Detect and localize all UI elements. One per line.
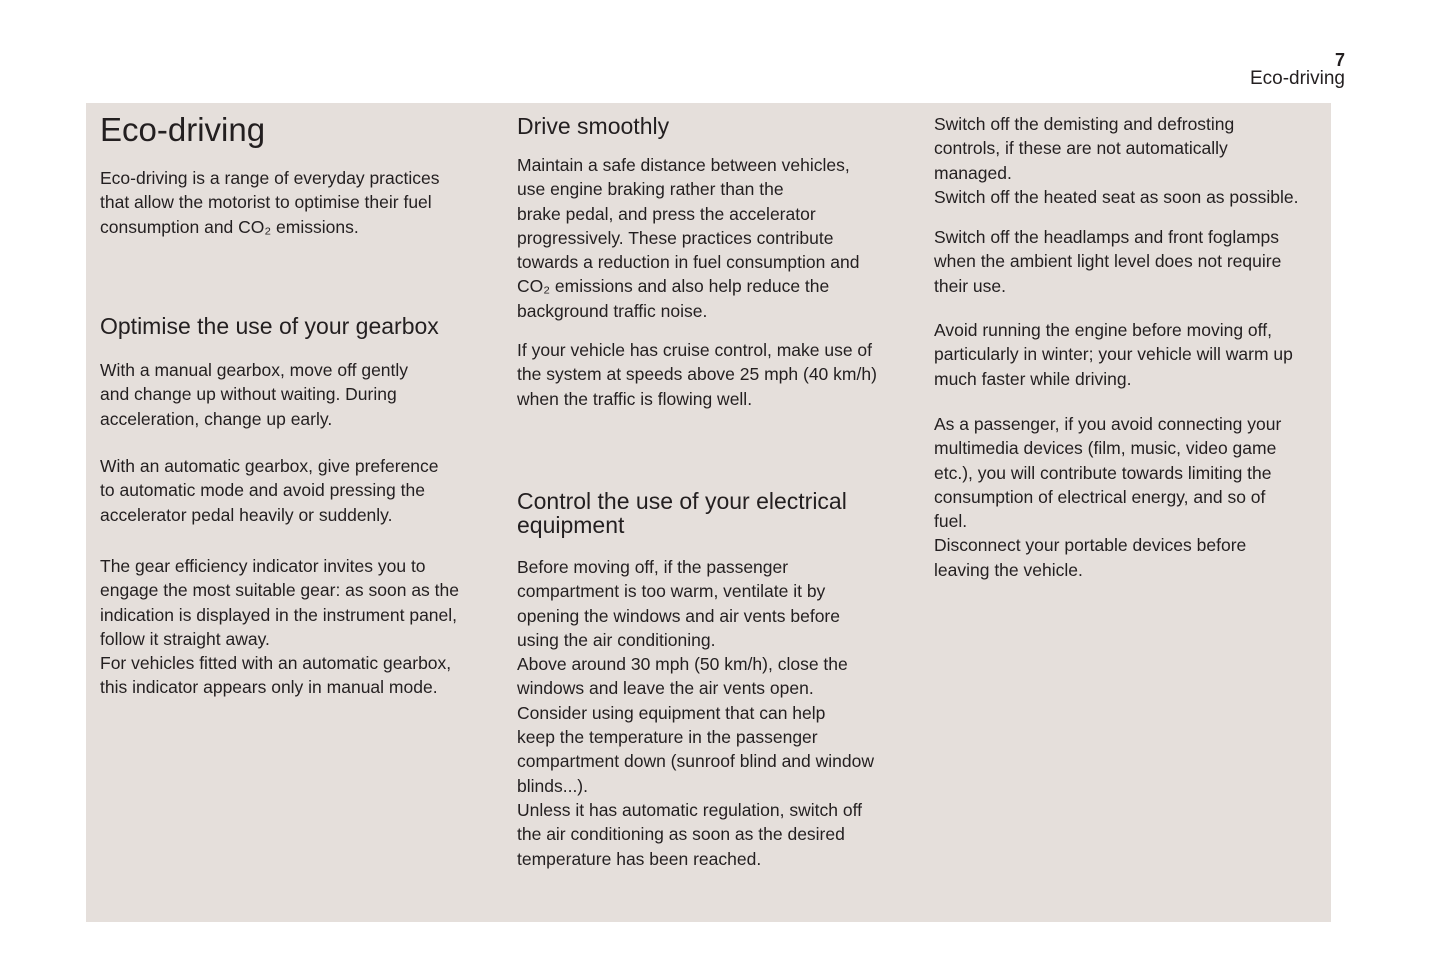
text-line: and change up without waiting. During: [100, 384, 397, 405]
text-line: particularly in winter; your vehicle will warm up: [934, 344, 1293, 365]
text-line: much faster while driving.: [934, 368, 1132, 389]
text-line: For vehicles fitted with an automatic gearbox,: [100, 653, 452, 674]
text-line: Drive smoothly: [517, 113, 670, 139]
text-line: controls, if these are not automatically: [934, 138, 1228, 159]
text-line: indication is displayed in the instrument panel,: [100, 604, 458, 625]
text-line: Consider using equipment that can help: [517, 702, 826, 723]
text-line: Unless it has automatic regulation, switch off: [517, 799, 862, 820]
text-line: Eco-driving is a range of everyday practices: [100, 168, 440, 188]
text-line: multimedia devices (film, music, video game: [934, 438, 1277, 459]
text-line: background traffic noise.: [517, 300, 708, 321]
text-line: progressively. These practices contribute: [517, 227, 834, 248]
text-line: consumption of electrical energy, and so of: [934, 486, 1266, 507]
text-line: Switch off the headlamps and front foglamps: [934, 227, 1280, 247]
text-line: their use.: [934, 275, 1006, 296]
text-line: Before moving off, if the passenger: [517, 557, 789, 577]
paragraph-cruise-control: [517, 338, 877, 411]
intro-paragraph: [100, 166, 439, 239]
text-line: consumption and CO₂ emissions.: [100, 216, 359, 237]
heading-gearbox: [100, 314, 439, 338]
text-line: Disconnect your portable devices before: [934, 535, 1247, 556]
text-line: to automatic mode and avoid pressing the: [100, 480, 425, 501]
text-line: compartment is too warm, ventilate it by: [517, 581, 826, 602]
text-line: when the traffic is flowing well.: [517, 388, 753, 409]
paragraph-headlamps: [934, 225, 1281, 298]
text-line: when the ambient light level does not require: [934, 251, 1282, 272]
text-line: equipment: [517, 512, 625, 539]
heading-electrical-equipment: [517, 489, 847, 538]
text-line: Optimise the use of your gearbox: [100, 313, 439, 339]
text-line: opening the windows and air vents before: [517, 605, 840, 626]
text-line: Avoid running the engine before moving off,: [934, 320, 1272, 340]
text-line: towards a reduction in fuel consumption and: [517, 252, 860, 273]
text-line: The gear efficiency indicator invites you to: [100, 556, 426, 576]
text-line: accelerator pedal heavily or suddenly.: [100, 504, 393, 525]
running-section-title: Eco-driving: [1249, 68, 1345, 89]
text-line: follow it straight away.: [100, 628, 270, 649]
text-line: CO₂ emissions and also help reduce the: [517, 276, 830, 297]
text-line: engage the most suitable gear: as soon as the: [100, 580, 459, 601]
text-line: With a manual gearbox, move off gently: [100, 360, 409, 380]
text-line: If your vehicle has cruise control, make use of: [517, 340, 873, 360]
text-line: leaving the vehicle.: [934, 559, 1083, 580]
text-line: that allow the motorist to optimise their fuel: [100, 192, 432, 213]
text-line: As a passenger, if you avoid connecting your: [934, 414, 1282, 434]
text-line: blinds...).: [517, 775, 588, 796]
text-line: managed.: [934, 162, 1012, 183]
text-line: Eco-driving: [100, 111, 266, 148]
paragraph-passenger-devices: [934, 412, 1281, 582]
text-line: Maintain a safe distance between vehicles,: [517, 155, 850, 175]
text-line: etc.), you will contribute towards limiting the: [934, 462, 1272, 483]
text-line: this indicator appears only in manual mode.: [100, 677, 438, 698]
page-number: 7: [1334, 50, 1345, 70]
paragraph-gear-indicator: [100, 554, 459, 700]
text-line: the system at speeds above 25 mph (40 km/h): [517, 364, 877, 385]
paragraph-automatic-gearbox: [100, 454, 439, 527]
text-line: compartment down (sunroof blind and window: [517, 751, 874, 772]
text-line: the air conditioning as soon as the desired: [517, 824, 845, 845]
text-line: keep the temperature in the passenger: [517, 727, 818, 748]
paragraph-manual-gearbox: [100, 358, 408, 431]
text-line: temperature has been reached.: [517, 848, 762, 869]
text-line: Control the use of your electrical: [517, 488, 847, 514]
text-line: Switch off the demisting and defrosting: [934, 114, 1235, 134]
text-line: Switch off the heated seat as soon as possible.: [934, 186, 1299, 207]
paragraph-safe-distance: [517, 153, 859, 323]
text-line: With an automatic gearbox, give preference: [100, 456, 439, 476]
text-line: use engine braking rather than the: [517, 179, 784, 200]
text-line: using the air conditioning.: [517, 629, 716, 650]
text-line: fuel.: [934, 511, 968, 532]
heading-drive-smoothly: [517, 114, 669, 138]
text-line: brake pedal, and press the accelerator: [517, 203, 816, 224]
paragraph-demisting: [934, 112, 1299, 209]
text-line: Above around 30 mph (50 km/h), close the: [517, 654, 848, 675]
text-line: acceleration, change up early.: [100, 408, 333, 429]
paragraph-engine-warmup: [934, 318, 1293, 391]
text-line: windows and leave the air vents open.: [517, 678, 814, 699]
page-title: [100, 112, 265, 148]
paragraph-air-conditioning: [517, 555, 874, 871]
